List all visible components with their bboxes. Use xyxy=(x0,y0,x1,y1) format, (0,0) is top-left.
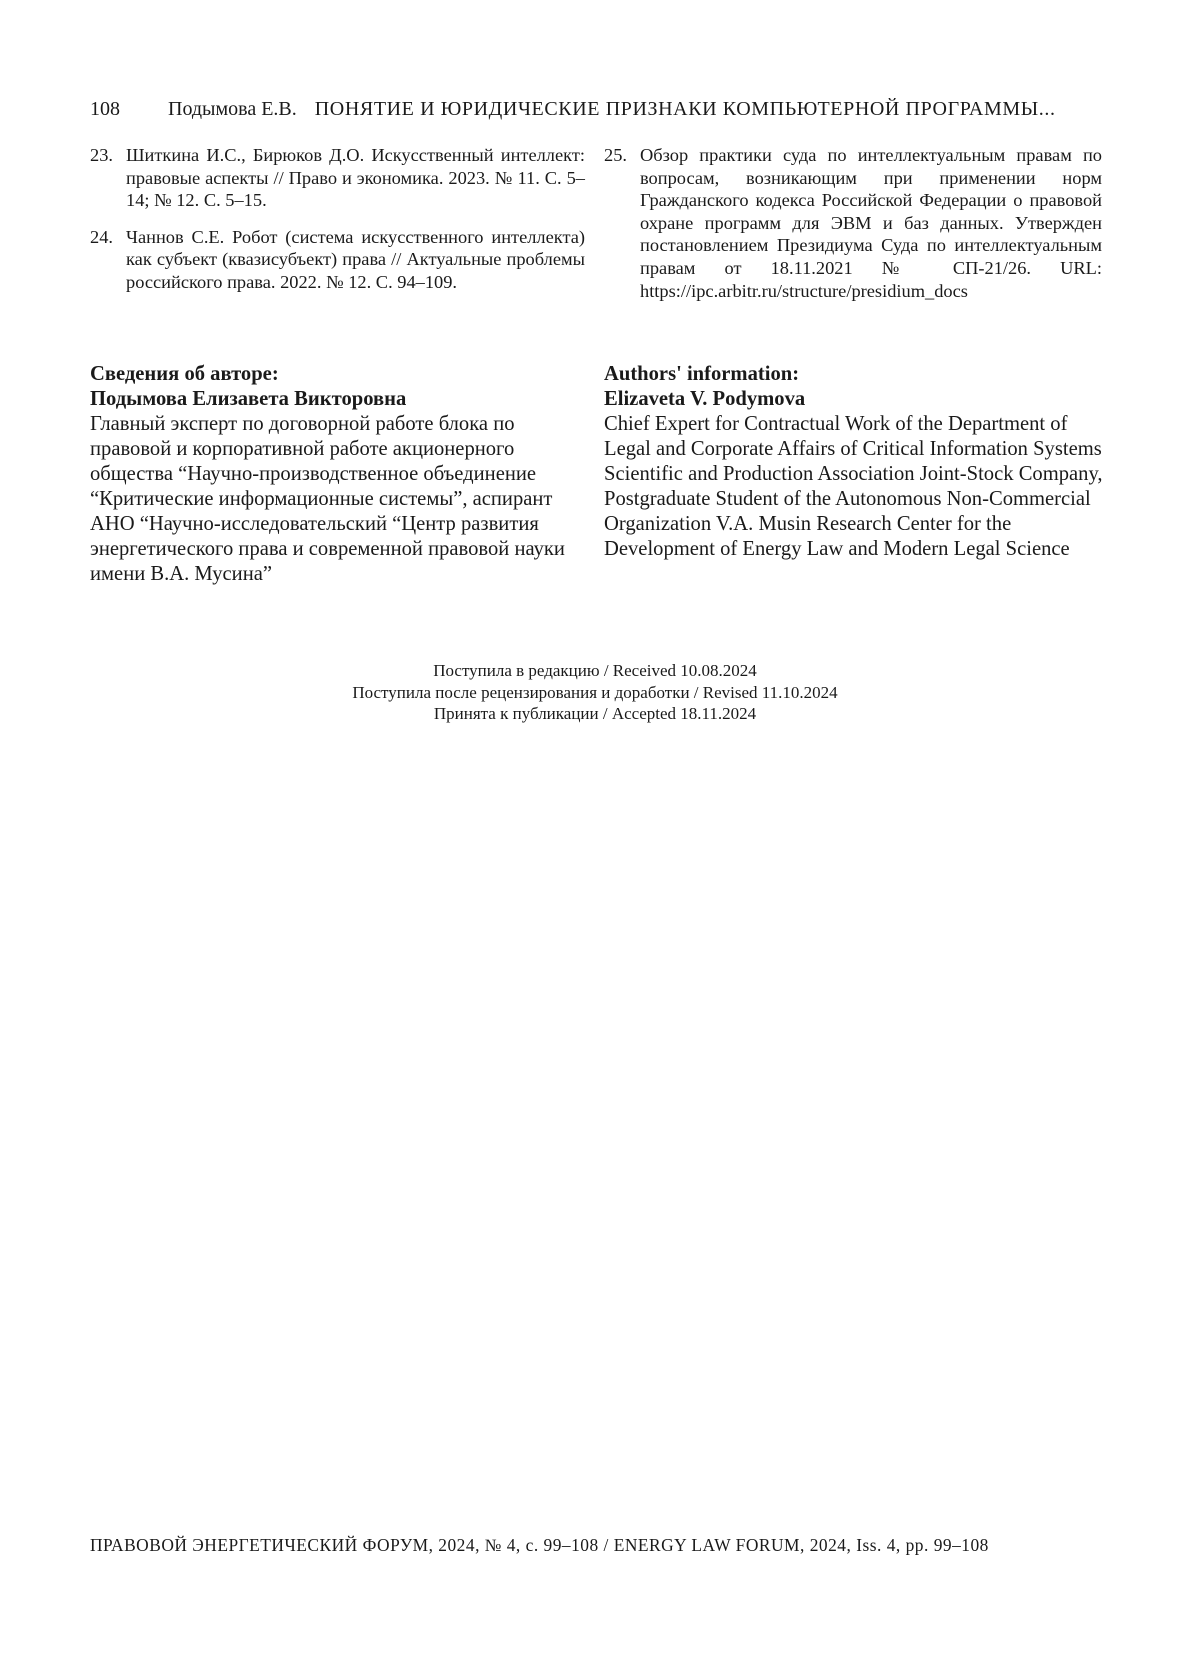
author-info-heading: Сведения об авторе: xyxy=(90,363,279,385)
author-name: Elizaveta V. Podymova xyxy=(604,388,806,410)
author-name: Подымова Елизавета Викторовна xyxy=(90,388,407,410)
author-description: Главный эксперт по договорной работе блока по правовой и корпоративной работе акционерного общества “Научно-производственное объединение “Критические информационные системы”, аспирант АНО “Научно-исследовательский “Центр развития энергетического права и современной правовой науки имени В.А. Мусина” xyxy=(90,413,565,585)
date-revised: Поступила после рецензирования и доработки / Revised 11.10.2024 xyxy=(352,682,838,702)
date-received: Поступила в редакцию / Received 10.08.2024 xyxy=(433,661,757,680)
reference-item xyxy=(90,226,585,294)
reference-item xyxy=(604,144,1102,302)
reference-text: Шиткина И.С., Бирюков Д.О. Искусственный интеллект: правовые аспекты // Право и экономика. 2023. № 11. С. 5–14; № 12. С. 5–15. xyxy=(126,145,585,211)
submission-dates xyxy=(90,660,1100,725)
header-title: ПОНЯТИЕ И ЮРИДИЧЕСКИЕ ПРИЗНАКИ КОМПЬЮТЕРНОЙ ПРОГРАММЫ... xyxy=(314,98,1056,120)
journal-footer: ПРАВОВОЙ ЭНЕРГЕТИЧЕСКИЙ ФОРУМ, 2024, № 4, с. 99–108 / ENERGY LAW FORUM, 2024, Iss. 4, pp. 99–108 xyxy=(90,1535,989,1555)
reference-text: Обзор практики суда по интеллектуальным правам по вопросам, возникающим при применении норм Гражданского кодекса Российской Федерации о правовой охране программ для ЭВМ и баз данных. Утвержден постановлением Президиума Суда по интеллектуальным правам от 18.11.2021 № СП-21/26. URL: https://ipc.arbitr.ru/structure/presidium_docs xyxy=(640,145,1102,301)
author-info-english xyxy=(604,362,1104,562)
author-description: Chief Expert for Contractual Work of the Department of Legal and Corporate Affairs of Critical Information Systems Scientific and Production Association Joint-Stock Company, Postgraduate Student of the Autonomous Non-Commercial Organization V.A. Musin Research Center for the Development of Energy Law and Modern Legal Science xyxy=(604,413,1103,560)
reference-number: 24. xyxy=(90,226,113,247)
author-info-russian xyxy=(90,362,580,587)
running-header xyxy=(90,97,1110,121)
reference-text: Чаннов С.Е. Робот (система искусственного интеллекта) как субъект (квазисубъект) права // Актуальные проблемы российского права. 2022. № 12. С. 94–109. xyxy=(126,226,585,292)
reference-item xyxy=(90,144,585,212)
author-info-heading: Authors' information: xyxy=(604,363,800,385)
references-right-column xyxy=(604,144,1102,316)
references-left-column xyxy=(90,144,585,308)
date-accepted: Принята к публикации / Accepted 18.11.2024 xyxy=(433,704,757,723)
reference-number: 23. xyxy=(90,145,113,165)
page-number: 108 xyxy=(90,98,120,120)
header-author: Подымова Е.В. xyxy=(168,98,297,120)
reference-number: 25. xyxy=(604,145,627,165)
